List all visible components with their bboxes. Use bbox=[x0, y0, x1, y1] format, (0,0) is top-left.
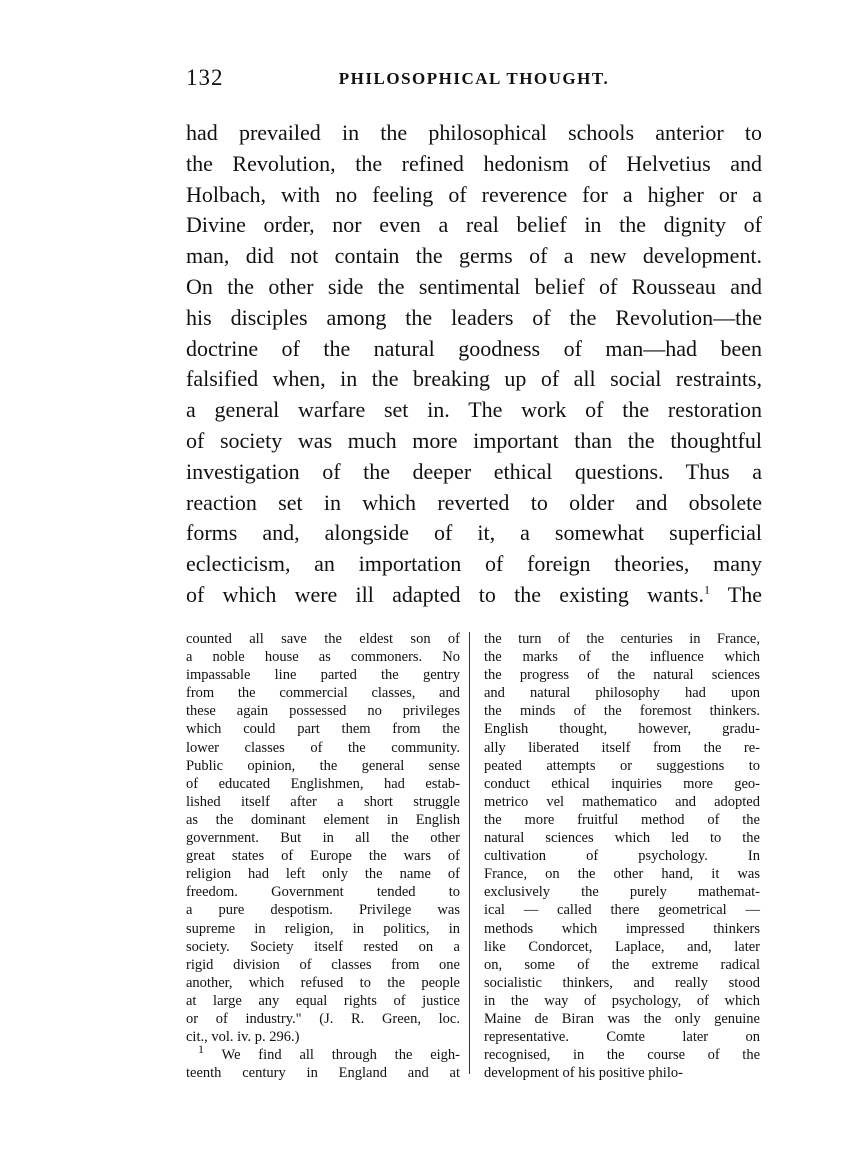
text-line: the Revolution, the refined hedonism of Helvetius and bbox=[186, 150, 762, 176]
footnote-line: from the commercial classes, and bbox=[186, 685, 460, 702]
footnote-line: teenth century in England and at bbox=[186, 1065, 460, 1082]
text-line: of society was much more important than the thoughtful bbox=[186, 427, 762, 453]
footnote-line: the marks of the influence which bbox=[484, 649, 760, 666]
footnote-line: which could part them from the bbox=[186, 721, 460, 738]
footnote-line: natural sciences which led to the bbox=[484, 830, 760, 847]
footnote-line: ally liberated itself from the re- bbox=[484, 739, 760, 756]
footnote-line: exclusively the purely mathemat- bbox=[484, 884, 760, 901]
footnote-line: another, which refused to the people bbox=[186, 974, 460, 991]
footnote-line: the minds of the foremost thinkers. bbox=[484, 703, 760, 720]
footnote-line: government. But in all the other bbox=[186, 830, 460, 847]
footnote-line: recognised, in the course of the bbox=[484, 1047, 760, 1064]
text-segment: The bbox=[709, 581, 762, 607]
footnote-column-right bbox=[484, 630, 760, 1082]
text-line: man, did not contain the germs of a new development. bbox=[186, 243, 762, 269]
column-divider bbox=[469, 632, 470, 1074]
text-line-last bbox=[186, 580, 762, 611]
footnote-line: rigid division of classes from one bbox=[186, 956, 460, 973]
footnote-line: at large any equal rights of justice bbox=[186, 992, 460, 1009]
text-line: Divine order, nor even a real belief in the dignity of bbox=[186, 212, 762, 238]
footnote-line: representative. Comte later on bbox=[484, 1029, 760, 1046]
footnote-line: and natural philosophy had upon bbox=[484, 685, 760, 702]
footnote-line: ical — called there geometrical — bbox=[484, 902, 760, 919]
text-line: his disciples among the leaders of the Revolution—the bbox=[186, 304, 762, 330]
text-line: reaction set in which reverted to older and obsolete bbox=[186, 489, 762, 515]
footnote-line: like Condorcet, Laplace, and, later bbox=[484, 938, 760, 955]
footnote-line: cit., vol. iv. p. 296.) bbox=[186, 1029, 300, 1046]
footnote-line: these again possessed no privileges bbox=[186, 703, 460, 720]
footnote-line: as the dominant element in English bbox=[186, 811, 460, 828]
footnote-line: lished itself after a short struggle bbox=[186, 793, 460, 810]
footnote-line: on, some of the extreme radical bbox=[484, 956, 760, 973]
footnote-line: metrico vel mathematico and adopted bbox=[484, 793, 760, 810]
footnote-line: methods which impressed thinkers bbox=[484, 920, 760, 937]
footnote-line: Maine de Biran was the only genuine bbox=[484, 1010, 760, 1027]
footnote-line bbox=[186, 1042, 460, 1064]
text-line: On the other side the sentimental belief of Rousseau and bbox=[186, 273, 762, 299]
footnote-marker: 1 bbox=[198, 1042, 204, 1057]
footnote-line: lower classes of the community. bbox=[186, 739, 460, 756]
footnote-line: or of industry." (J. R. Green, loc. bbox=[186, 1010, 460, 1027]
running-title: PHILOSOPHICAL THOUGHT. bbox=[338, 69, 610, 88]
footnote-line: the progress of the natural sciences bbox=[484, 667, 760, 684]
footnote-line: socialistic thinkers, and really stood bbox=[484, 974, 760, 991]
footnote-line: the more fruitful method of the bbox=[484, 811, 760, 828]
footnote-line: France, on the other hand, it was bbox=[484, 866, 760, 883]
text-segment: of which were ill adapted to the existing wants. bbox=[186, 581, 704, 607]
footnote-line: development of his positive philo- bbox=[484, 1065, 683, 1082]
footnote-line: conduct ethical inquiries more geo- bbox=[484, 775, 760, 792]
footnote-line: supreme in religion, in politics, in bbox=[186, 920, 460, 937]
footnote-column-left bbox=[186, 630, 460, 1082]
footnote-line: in the way of psychology, of which bbox=[484, 992, 760, 1009]
footnote-line: society. Society itself rested on a bbox=[186, 938, 460, 955]
footnote-reference[interactable]: 1 bbox=[703, 582, 710, 597]
page-header bbox=[186, 65, 762, 93]
text-line: forms and, alongside of it, a somewhat superficial bbox=[186, 520, 762, 546]
footnote-line: English thought, however, gradu- bbox=[484, 721, 760, 738]
footnote-line: cultivation of psychology. In bbox=[484, 848, 760, 865]
text-line: had prevailed in the philosophical schools anterior to bbox=[186, 120, 762, 145]
footnote-line: impassable line parted the gentry bbox=[186, 667, 460, 684]
text-line: Holbach, with no feeling of reverence for a higher or a bbox=[186, 181, 762, 207]
footnote-line: the turn of the centuries in France, bbox=[484, 631, 760, 647]
footnote-line: counted all save the eldest son of bbox=[186, 631, 460, 647]
text-line: investigation of the deeper ethical questions. Thus a bbox=[186, 458, 762, 484]
text-line: falsified when, in the breaking up of all social restraints, bbox=[186, 366, 762, 392]
footnote-line: of educated Englishmen, had estab- bbox=[186, 775, 460, 792]
footnote-text: We find all through the eigh- bbox=[221, 1047, 460, 1064]
footnote-line: a pure despotism. Privilege was bbox=[186, 902, 460, 919]
text-line: a general warfare set in. The work of the restoration bbox=[186, 397, 762, 423]
footnote-line: Public opinion, the general sense bbox=[186, 757, 460, 774]
text-line: doctrine of the natural goodness of man—had been bbox=[186, 335, 762, 361]
footnote-line: freedom. Government tended to bbox=[186, 884, 460, 901]
footnote-line: a noble house as commoners. No bbox=[186, 649, 460, 666]
footnote-line: religion had left only the name of bbox=[186, 866, 460, 883]
main-text bbox=[186, 118, 762, 611]
page-number: 132 bbox=[186, 65, 224, 90]
footnote-line: peated attempts or suggestions to bbox=[484, 757, 760, 774]
footnote-line: great states of Europe the wars of bbox=[186, 848, 460, 865]
text-line: eclecticism, an importation of foreign theories, many bbox=[186, 551, 762, 577]
